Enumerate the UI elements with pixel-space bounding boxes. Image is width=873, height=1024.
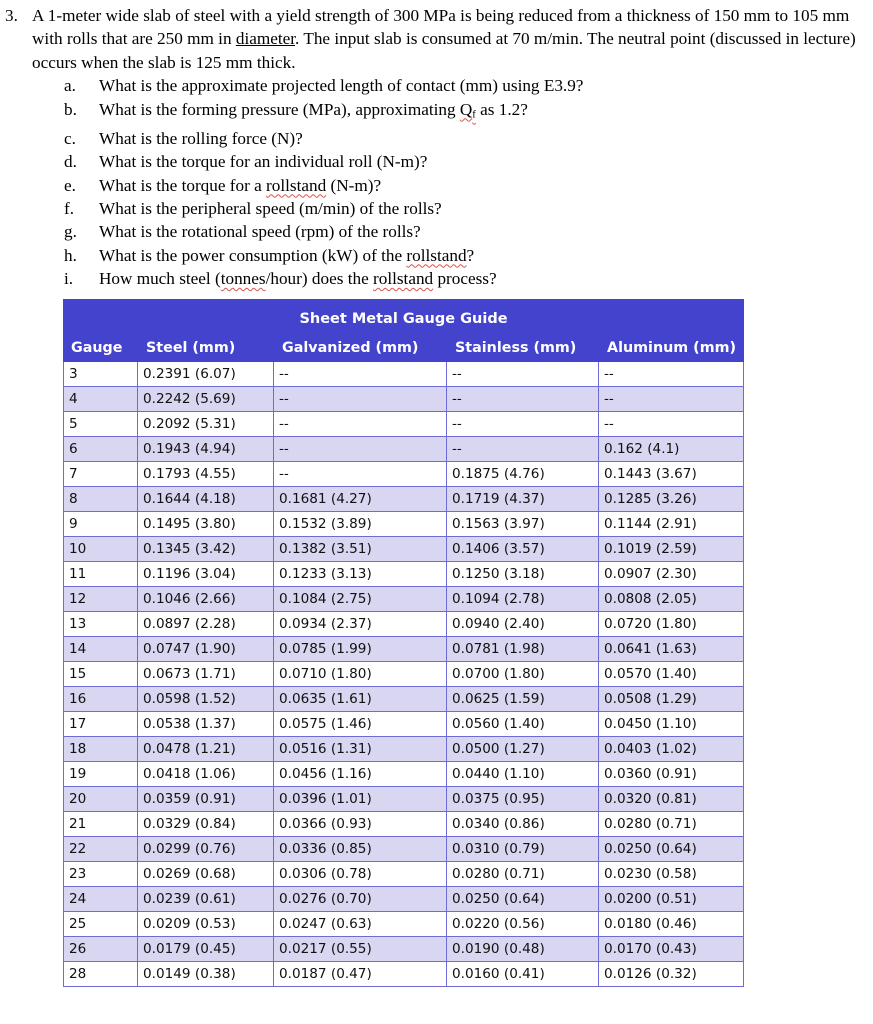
table-row	[63, 662, 744, 687]
table-cell: 0.1094 (2.78)	[447, 587, 599, 612]
table-cell: 0.0250 (0.64)	[447, 887, 599, 912]
question-parts-list	[5, 74, 865, 290]
table-row	[63, 387, 744, 412]
table-cell: 0.0209 (0.53)	[138, 912, 274, 937]
gauge-number-cell: 10	[63, 537, 138, 562]
table-cell: 0.0179 (0.45)	[138, 937, 274, 962]
table-cell: 0.1875 (4.76)	[447, 462, 599, 487]
question-text-segment: as 1.2?	[475, 99, 528, 119]
table-cell: 0.0180 (0.46)	[599, 912, 744, 937]
table-cell: 0.2242 (5.69)	[138, 387, 274, 412]
question-part	[5, 197, 865, 220]
table-cell: 0.1563 (3.97)	[447, 512, 599, 537]
gauge-number-cell: 22	[63, 837, 138, 862]
table-cell: 0.0450 (1.10)	[599, 712, 744, 737]
intro-text-1: A 1-meter wide slab of steel with a yield strength of 300 MPa is being reduced from a thickness of 150 mm to 105 mm with rolls that are 250 mm in	[32, 6, 850, 49]
table-cell: 0.0641 (1.63)	[599, 637, 744, 662]
table-cell: 0.0673 (1.71)	[138, 662, 274, 687]
gauge-number-cell: 12	[63, 587, 138, 612]
table-row	[63, 512, 744, 537]
table-row	[63, 412, 744, 437]
table-cell: 0.0785 (1.99)	[274, 637, 447, 662]
table-cell: 0.0299 (0.76)	[138, 837, 274, 862]
table-row	[63, 812, 744, 837]
question-part	[5, 98, 865, 127]
table-cell: --	[447, 437, 599, 462]
table-cell: 0.0149 (0.38)	[138, 962, 274, 987]
gauge-number-cell: 11	[63, 562, 138, 587]
gauge-number-cell: 7	[63, 462, 138, 487]
question-text	[99, 220, 421, 243]
problem-number: 3.	[5, 6, 18, 25]
table-cell: 0.0239 (0.61)	[138, 887, 274, 912]
table-cell: 0.0375 (0.95)	[447, 787, 599, 812]
table-cell: 0.0329 (0.84)	[138, 812, 274, 837]
table-cell: 0.0310 (0.79)	[447, 837, 599, 862]
table-row	[63, 862, 744, 887]
table-cell: 0.1233 (3.13)	[274, 562, 447, 587]
table-cell: 0.1345 (3.42)	[138, 537, 274, 562]
table-cell: 0.0403 (1.02)	[599, 737, 744, 762]
table-row	[63, 462, 744, 487]
question-text-segment: How much steel (	[99, 269, 221, 289]
gauge-number-cell: 17	[63, 712, 138, 737]
table-cell: --	[447, 387, 599, 412]
question-part	[5, 174, 865, 197]
problem-intro	[5, 4, 865, 74]
table-cell: 0.0700 (1.80)	[447, 662, 599, 687]
table-cell: 0.0336 (0.85)	[274, 837, 447, 862]
gauge-number-cell: 16	[63, 687, 138, 712]
question-text	[99, 74, 583, 97]
gauge-number-cell: 25	[63, 912, 138, 937]
gauge-number-cell: 8	[63, 487, 138, 512]
column-header: Steel (mm)	[138, 334, 274, 362]
table-cell: 0.0276 (0.70)	[274, 887, 447, 912]
table-cell: 0.0747 (1.90)	[138, 637, 274, 662]
table-cell: --	[274, 387, 447, 412]
table-cell: 0.1644 (4.18)	[138, 487, 274, 512]
table-cell: 0.1196 (3.04)	[138, 562, 274, 587]
gauge-number-cell: 3	[63, 362, 138, 387]
table-row	[63, 362, 744, 387]
table-cell: 0.1084 (2.75)	[274, 587, 447, 612]
question-letter: g.	[64, 222, 77, 242]
table-cell: 0.0907 (2.30)	[599, 562, 744, 587]
gauge-table-container	[63, 299, 744, 987]
table-cell: 0.1144 (2.91)	[599, 512, 744, 537]
question-text-segment: What is the rotational speed (rpm) of the rolls?	[99, 222, 421, 242]
table-cell: 0.0516 (1.31)	[274, 737, 447, 762]
table-cell: 0.0560 (1.40)	[447, 712, 599, 737]
question-letter: h.	[64, 245, 77, 265]
table-cell: 0.0126 (0.32)	[599, 962, 744, 987]
column-header: Aluminum (mm)	[599, 334, 744, 362]
question-text-segment: What is the approximate projected length of contact (mm) using E3.9?	[99, 76, 584, 96]
table-row	[63, 587, 744, 612]
table-cell: 0.1681 (4.27)	[274, 487, 447, 512]
table-cell: 0.2391 (6.07)	[138, 362, 274, 387]
table-cell: --	[599, 387, 744, 412]
table-cell: 0.0280 (0.71)	[447, 862, 599, 887]
table-cell: 0.0635 (1.61)	[274, 687, 447, 712]
gauge-number-cell: 9	[63, 512, 138, 537]
question-text	[99, 267, 497, 290]
gauge-table	[63, 299, 744, 987]
table-cell: 0.0508 (1.29)	[599, 687, 744, 712]
column-header: Galvanized (mm)	[274, 334, 447, 362]
gauge-number-cell: 14	[63, 637, 138, 662]
table-row	[63, 837, 744, 862]
table-cell: 0.0306 (0.78)	[274, 862, 447, 887]
table-cell: --	[274, 462, 447, 487]
table-cell: 0.0250 (0.64)	[599, 837, 744, 862]
table-cell: 0.0781 (1.98)	[447, 637, 599, 662]
table-cell: 0.1019 (2.59)	[599, 537, 744, 562]
column-header: Stainless (mm)	[447, 334, 599, 362]
table-row	[63, 562, 744, 587]
question-text-segment: What is the torque for a	[99, 175, 267, 195]
question-letter: a.	[64, 76, 76, 96]
column-header: Gauge	[63, 334, 138, 362]
question-part	[5, 220, 865, 243]
gauge-number-cell: 13	[63, 612, 138, 637]
table-cell: 0.0359 (0.91)	[138, 787, 274, 812]
table-cell: 0.0217 (0.55)	[274, 937, 447, 962]
table-cell: 0.0340 (0.86)	[447, 812, 599, 837]
table-row	[63, 737, 744, 762]
table-cell: 0.0934 (2.37)	[274, 612, 447, 637]
spellcheck-word: tonnes	[220, 269, 266, 289]
table-row	[63, 912, 744, 937]
table-cell: 0.0220 (0.56)	[447, 912, 599, 937]
table-cell: 0.1532 (3.89)	[274, 512, 447, 537]
table-row	[63, 687, 744, 712]
table-cell: --	[447, 412, 599, 437]
table-cell: --	[447, 362, 599, 387]
question-letter: f.	[64, 198, 75, 218]
table-cell: 0.0190 (0.48)	[447, 937, 599, 962]
question-text-segment: What is the forming pressure (MPa), approximating	[99, 99, 460, 119]
question-text-segment: What is the torque for an individual roll (N-m)?	[99, 152, 428, 172]
gauge-number-cell: 28	[63, 962, 138, 987]
table-cell: 0.0625 (1.59)	[447, 687, 599, 712]
table-cell: 0.0230 (0.58)	[599, 862, 744, 887]
table-cell: 0.0360 (0.91)	[599, 762, 744, 787]
table-cell: 0.1719 (4.37)	[447, 487, 599, 512]
table-cell: 0.0500 (1.27)	[447, 737, 599, 762]
table-cell: 0.0598 (1.52)	[138, 687, 274, 712]
question-text	[99, 244, 474, 267]
question-text-segment: What is the rolling force (N)?	[99, 128, 303, 148]
table-cell: 0.0897 (2.28)	[138, 612, 274, 637]
spellcheck-word: Q	[459, 99, 473, 119]
table-cell: 0.0710 (1.80)	[274, 662, 447, 687]
table-cell: 0.0320 (0.81)	[599, 787, 744, 812]
table-cell: 0.0280 (0.71)	[599, 812, 744, 837]
table-row	[63, 787, 744, 812]
table-cell: 0.0720 (1.80)	[599, 612, 744, 637]
question-text-segment: /hour) does the	[265, 269, 373, 289]
table-cell: 0.1406 (3.57)	[447, 537, 599, 562]
table-cell: --	[599, 412, 744, 437]
table-cell: 0.0187 (0.47)	[274, 962, 447, 987]
question-text-segment: process?	[433, 269, 497, 289]
table-row	[63, 887, 744, 912]
table-cell: 0.2092 (5.31)	[138, 412, 274, 437]
question-text-segment: What is the power consumption (kW) of the	[99, 245, 407, 265]
gauge-number-cell: 24	[63, 887, 138, 912]
question-letter: c.	[64, 128, 76, 148]
table-cell: 0.1382 (3.51)	[274, 537, 447, 562]
table-cell: 0.162 (4.1)	[599, 437, 744, 462]
table-cell: 0.0456 (1.16)	[274, 762, 447, 787]
table-cell: 0.0269 (0.68)	[138, 862, 274, 887]
table-cell: 0.0538 (1.37)	[138, 712, 274, 737]
problem-intro-text	[32, 4, 865, 74]
gauge-number-cell: 15	[63, 662, 138, 687]
table-cell: 0.0200 (0.51)	[599, 887, 744, 912]
question-part	[5, 150, 865, 173]
problem-statement	[5, 4, 865, 291]
table-cell: 0.0396 (1.01)	[274, 787, 447, 812]
gauge-table-header	[63, 334, 744, 362]
table-row	[63, 637, 744, 662]
table-cell: 0.1793 (4.55)	[138, 462, 274, 487]
table-cell: 0.1495 (3.80)	[138, 512, 274, 537]
table-cell: 0.0808 (2.05)	[599, 587, 744, 612]
table-cell: 0.0170 (0.43)	[599, 937, 744, 962]
question-part	[5, 127, 865, 150]
table-cell: 0.1046 (2.66)	[138, 587, 274, 612]
intro-text-2: . The input slab is consumed at 70 m/min. The neutral point (discussed in lecture) occurs when the slab is 125 mm thick.	[32, 29, 856, 72]
table-row	[63, 762, 744, 787]
question-text	[99, 98, 528, 127]
gauge-number-cell: 4	[63, 387, 138, 412]
question-part	[5, 267, 865, 290]
gauge-number-cell: 5	[63, 412, 138, 437]
question-text	[99, 150, 427, 173]
question-text-segment: What is the peripheral speed (m/min) of the rolls?	[99, 198, 442, 218]
table-cell: 0.1250 (3.18)	[447, 562, 599, 587]
question-part	[5, 74, 865, 97]
gauge-number-cell: 18	[63, 737, 138, 762]
table-row	[63, 537, 744, 562]
table-row	[63, 437, 744, 462]
table-cell: 0.0160 (0.41)	[447, 962, 599, 987]
table-row	[63, 937, 744, 962]
gauge-number-cell: 19	[63, 762, 138, 787]
spellcheck-word: rollstand	[406, 245, 467, 265]
gauge-number-cell: 20	[63, 787, 138, 812]
gauge-number-cell: 21	[63, 812, 138, 837]
question-text	[99, 174, 381, 197]
question-text	[99, 197, 442, 220]
table-cell: 0.0570 (1.40)	[599, 662, 744, 687]
question-letter: e.	[64, 175, 76, 195]
table-cell: 0.0418 (1.06)	[138, 762, 274, 787]
spellcheck-word: f	[472, 109, 476, 121]
table-cell: --	[274, 437, 447, 462]
question-text	[99, 127, 303, 150]
diameter-link[interactable]: diameter	[235, 29, 296, 49]
gauge-number-cell: 6	[63, 437, 138, 462]
table-cell: 0.1443 (3.67)	[599, 462, 744, 487]
question-letter: b.	[64, 99, 77, 119]
table-cell: 0.0366 (0.93)	[274, 812, 447, 837]
question-part	[5, 244, 865, 267]
table-cell: 0.0440 (1.10)	[447, 762, 599, 787]
gauge-number-cell: 26	[63, 937, 138, 962]
gauge-table-body	[63, 362, 744, 987]
question-letter: d.	[64, 152, 77, 172]
question-letter: i.	[64, 269, 74, 289]
table-cell: 0.1285 (3.26)	[599, 487, 744, 512]
table-cell: --	[274, 412, 447, 437]
question-text-segment: ?	[466, 245, 475, 265]
question-text-segment: (N-m)?	[326, 175, 382, 195]
table-row	[63, 712, 744, 737]
table-cell: 0.0478 (1.21)	[138, 737, 274, 762]
table-row	[63, 487, 744, 512]
table-cell: --	[599, 362, 744, 387]
table-row	[63, 612, 744, 637]
table-cell: 0.1943 (4.94)	[138, 437, 274, 462]
spellcheck-word: rollstand	[373, 269, 434, 289]
table-cell: 0.0247 (0.63)	[274, 912, 447, 937]
table-cell: 0.0940 (2.40)	[447, 612, 599, 637]
table-cell: 0.0575 (1.46)	[274, 712, 447, 737]
table-row	[63, 962, 744, 987]
table-cell: --	[274, 362, 447, 387]
gauge-number-cell: 23	[63, 862, 138, 887]
spellcheck-word: rollstand	[266, 175, 327, 195]
gauge-table-title: Sheet Metal Gauge Guide	[63, 299, 744, 334]
